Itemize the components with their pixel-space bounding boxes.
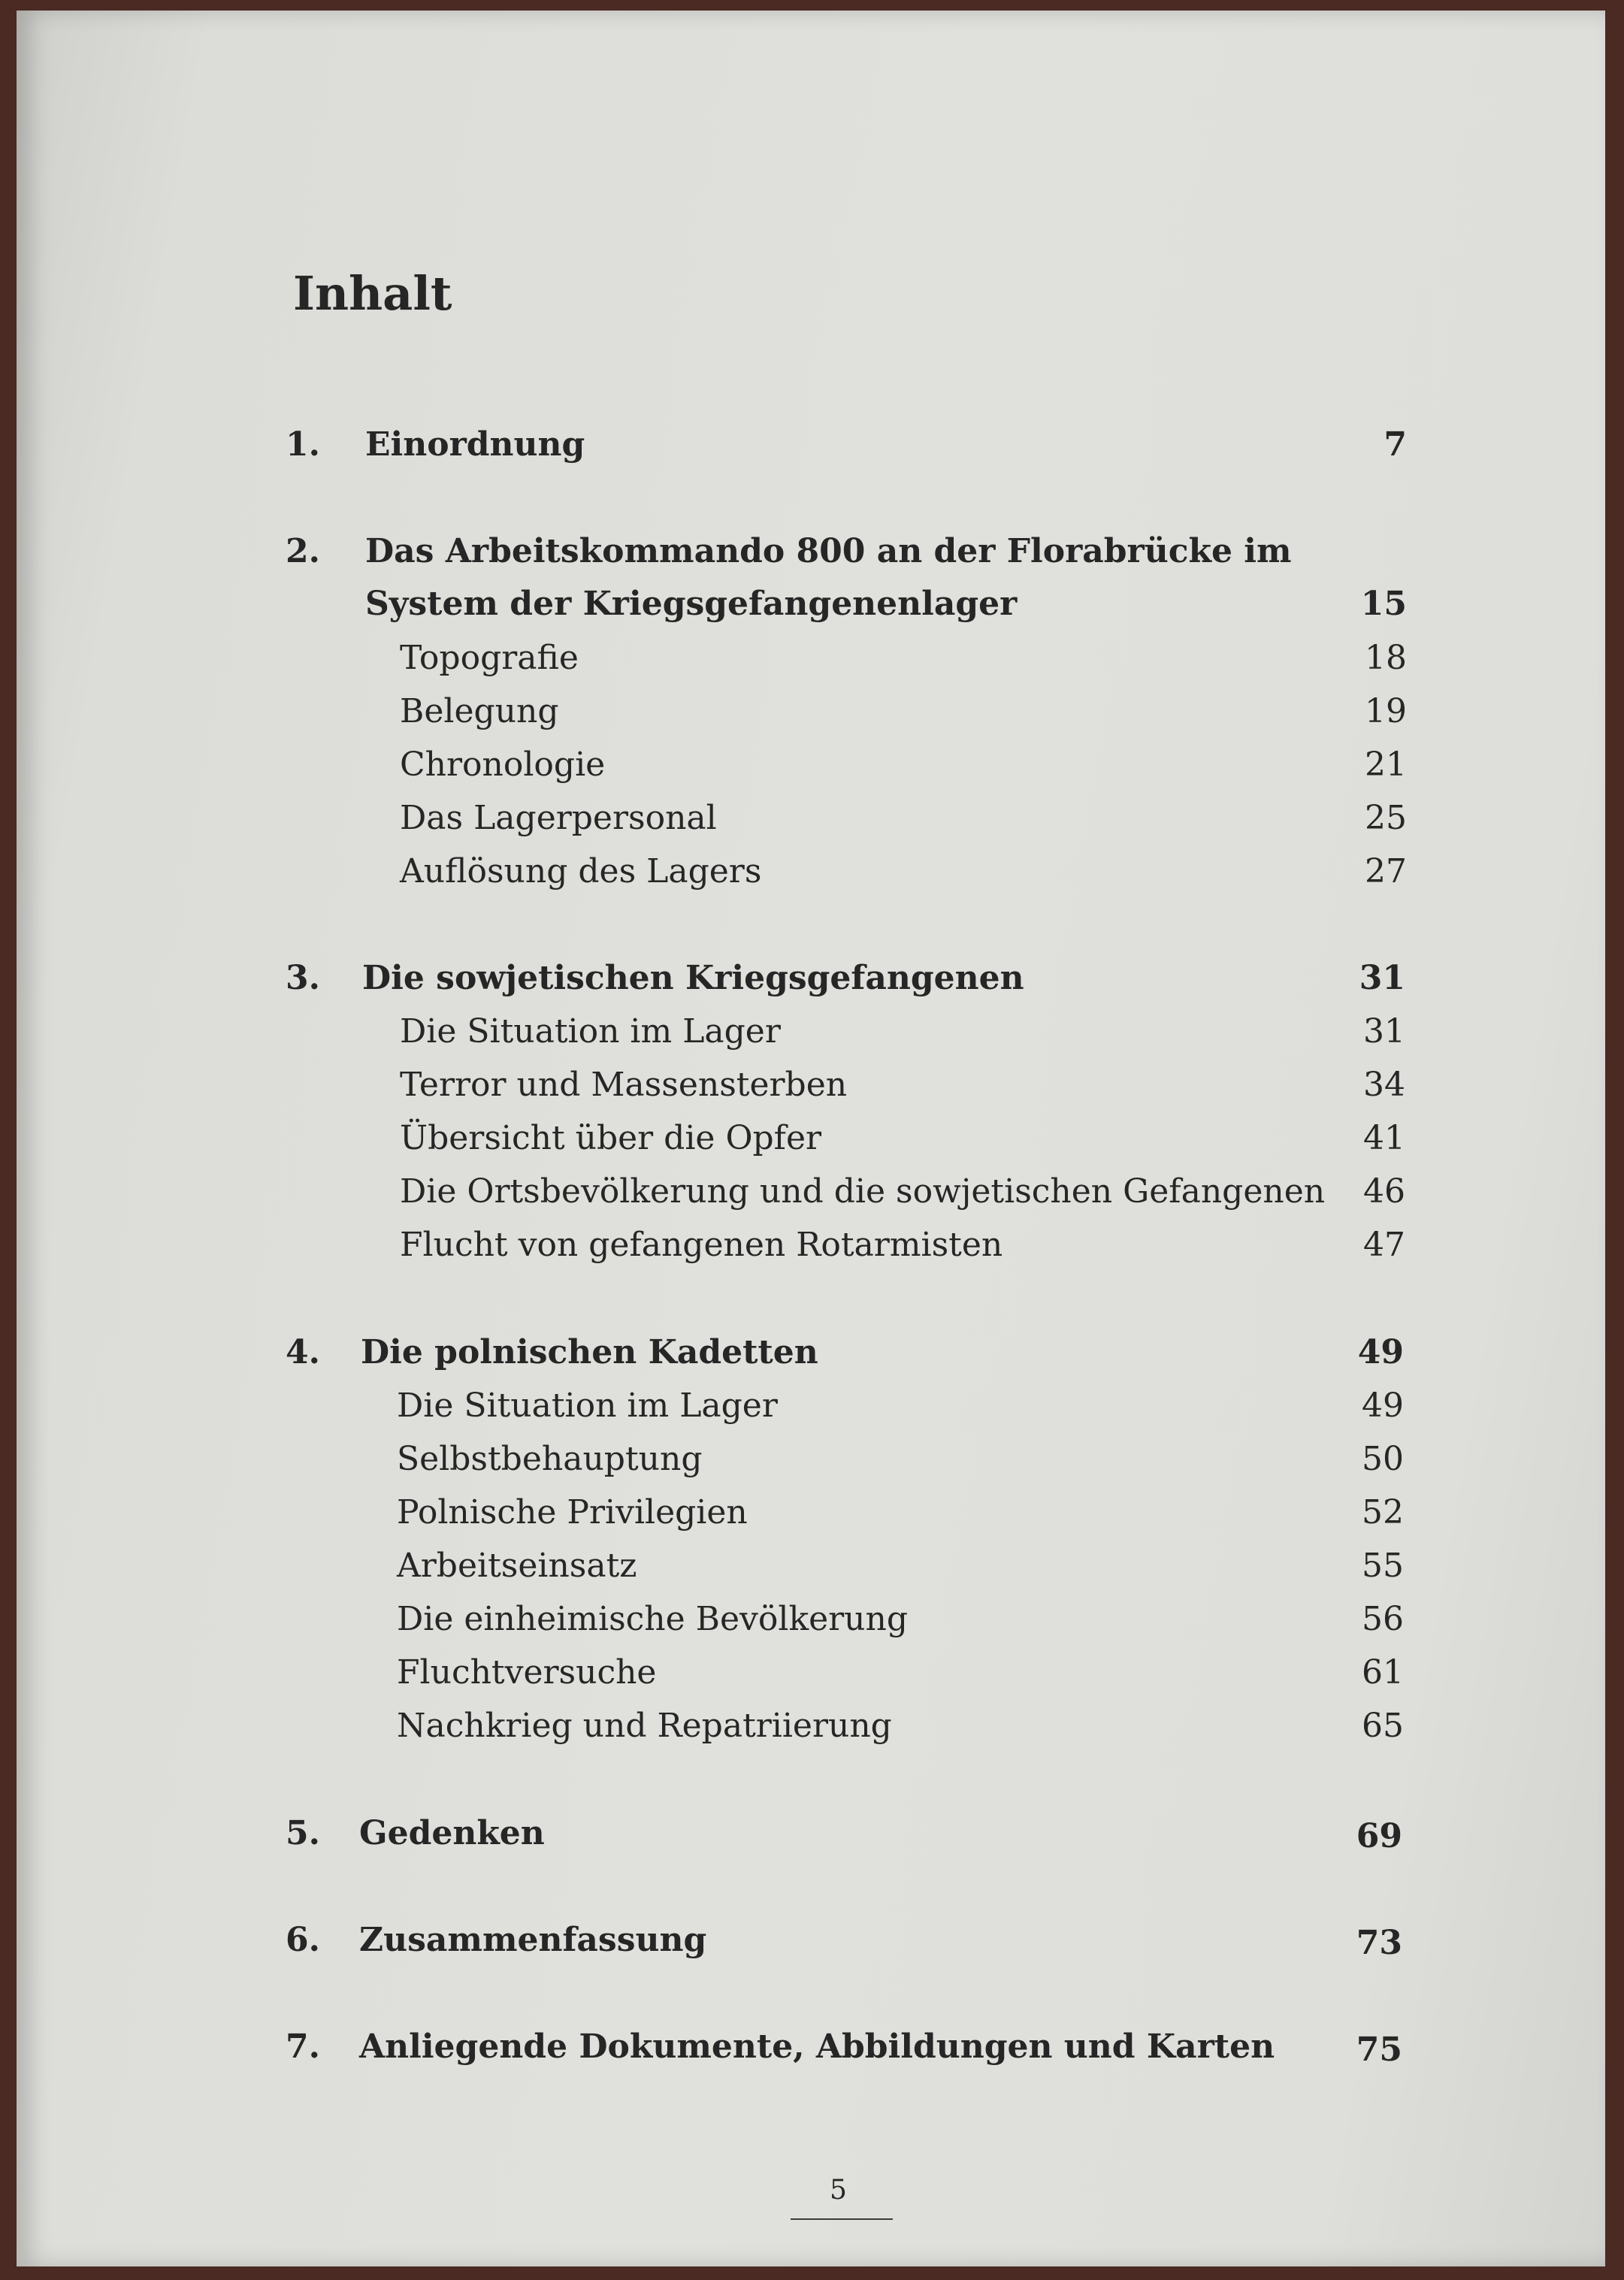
section-page: 61 — [1362, 1653, 1404, 1692]
section-page: 55 — [1362, 1547, 1404, 1585]
section-label: Die Ortsbevölkerung und die sowjetischen Gefangenen — [400, 1172, 1326, 1211]
section-label: Arbeitseinsatz — [397, 1547, 637, 1585]
section-label: Übersicht über die Opfer — [400, 1119, 822, 1157]
chapter-5-title: Gedenken — [359, 1814, 545, 1852]
section-page: 47 — [1363, 1226, 1405, 1264]
section-label: Fluchtversuche — [397, 1653, 657, 1692]
section-page: 19 — [1365, 692, 1407, 730]
chapter-5-number: 5. — [286, 1814, 320, 1852]
chapter-3-title: Die sowjetischen Kriegsgefangenen — [362, 959, 1024, 997]
chapter-3-number: 3. — [286, 959, 320, 997]
section-label: Terror und Massensterben — [400, 1066, 848, 1104]
section-label: Topografie — [400, 639, 579, 677]
section-page: 27 — [1365, 852, 1407, 891]
section-page: 50 — [1362, 1440, 1404, 1478]
section-page: 31 — [1363, 1012, 1405, 1051]
chapter-2-number: 2. — [286, 532, 320, 570]
chapter-7-number: 7. — [286, 2028, 320, 2066]
chapter-1-title: Einordnung — [365, 425, 585, 464]
section-page: 34 — [1363, 1066, 1405, 1104]
chapter-7-page: 75 — [1356, 2031, 1402, 2069]
page-title: Inhalt — [293, 266, 452, 321]
section-label: Die Situation im Lager — [400, 1012, 781, 1051]
section-page: 49 — [1362, 1386, 1404, 1425]
chapter-6-page: 73 — [1356, 1924, 1402, 1962]
section-page: 56 — [1362, 1600, 1404, 1638]
section-page: 41 — [1363, 1119, 1405, 1157]
section-page: 25 — [1365, 799, 1407, 837]
chapter-1-number: 1. — [286, 425, 320, 464]
chapter-1-page: 7 — [1384, 425, 1407, 464]
chapter-4-title: Die polnischen Kadetten — [361, 1333, 818, 1371]
section-label: Das Lagerpersonal — [400, 799, 717, 837]
chapter-4-page: 49 — [1357, 1333, 1404, 1371]
chapter-2-page: 15 — [1360, 585, 1407, 623]
chapter-6-number: 6. — [286, 1921, 320, 1959]
section-page: 46 — [1363, 1172, 1405, 1211]
section-page: 65 — [1362, 1707, 1404, 1745]
section-label: Belegung — [400, 692, 559, 730]
chapter-4-number: 4. — [286, 1333, 320, 1371]
section-label: Auflösung des Lagers — [400, 852, 762, 891]
table-of-contents — [17, 11, 1605, 2266]
chapter-6-title: Zusammenfassung — [359, 1921, 707, 1959]
section-label: Flucht von gefangenen Rotarmisten — [400, 1226, 1003, 1264]
section-label: Nachkrieg und Repatriierung — [397, 1707, 892, 1745]
section-page: 52 — [1362, 1493, 1404, 1532]
page-number: 5 — [830, 2175, 847, 2206]
section-label: Polnische Privilegien — [397, 1493, 748, 1532]
section-page: 18 — [1365, 639, 1407, 677]
section-label: Chronologie — [400, 745, 606, 784]
chapter-7-title: Anliegende Dokumente, Abbildungen und Karten — [359, 2028, 1275, 2066]
chapter-2-title-line-1: Das Arbeitskommando 800 an der Florabrücke im — [365, 532, 1292, 570]
chapter-5-page: 69 — [1356, 1817, 1402, 1855]
chapter-2-title-line-2: System der Kriegsgefangenenlager — [365, 585, 1018, 623]
book-page — [17, 11, 1605, 2266]
section-page: 21 — [1365, 745, 1407, 784]
chapter-3-page: 31 — [1359, 959, 1405, 997]
section-label: Selbstbehauptung — [397, 1440, 703, 1478]
section-label: Die einheimische Bevölkerung — [397, 1600, 909, 1638]
section-label: Die Situation im Lager — [397, 1386, 778, 1425]
folio-rule — [791, 2218, 893, 2220]
